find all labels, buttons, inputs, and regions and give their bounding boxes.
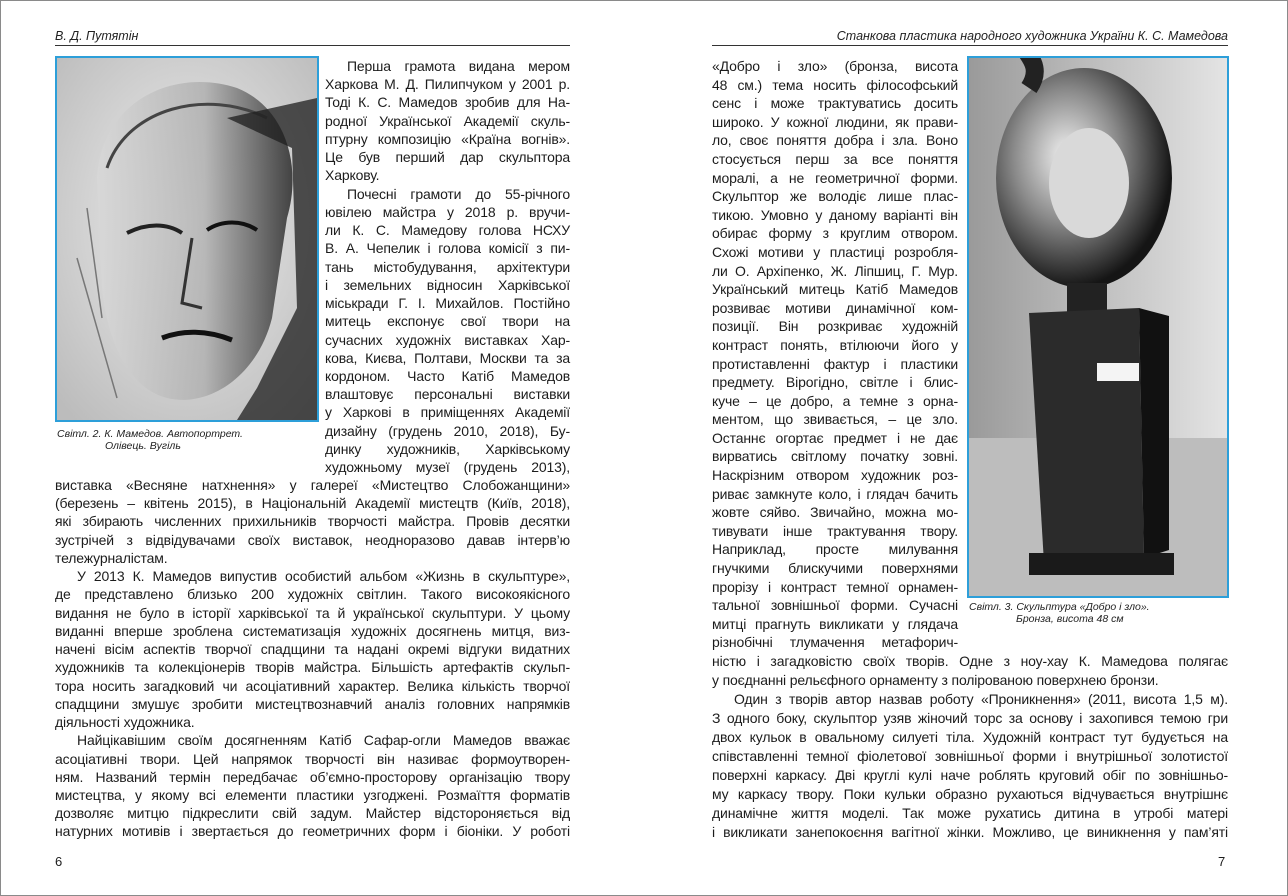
text-line: сучасних художніх виставках Хар- <box>325 331 570 348</box>
text-line: В. А. Чепелик і голова комісії з пи- <box>325 240 570 257</box>
text-line: художників та колекціонерів творів майстра. Більшість артефактів скульп- <box>55 659 570 676</box>
caption-line: Олівець. Вугіль <box>105 440 181 452</box>
text-line: міськради Г. І. Михайлов. Постійно <box>325 295 570 312</box>
self-portrait-sketch-image <box>57 58 317 420</box>
text-line: видання не було в історії харківської та й української скульптури. У цьому <box>55 604 570 621</box>
text-line: у поєднанні рельєфного орнаменту з полірованою поверхнею бронзи. <box>712 672 1159 688</box>
text-line: Найцікавішим своїм досягненням Катіб Сафар-огли Мамедов вважає <box>77 732 570 749</box>
text-line: куче – це добро, а темне з орна- <box>712 392 958 409</box>
text-line: митці прагнуть викликати у глядача <box>712 615 958 632</box>
text-line: Харкова М. Д. Пилипчуком у 2001 р. <box>325 76 570 93</box>
text-line: тележурналістам. <box>55 549 168 566</box>
text-line: тикою. Умовно у даному варіанті він <box>712 206 958 223</box>
caption-line: Бронза, висота 48 см <box>1016 613 1124 625</box>
text-line: мистецтва, у якому всі елементи пластики узгоджені. Розмаїття форматів <box>55 786 570 803</box>
text-line: які збирають численних прихильників творчості майстра. Провів десятки <box>55 513 570 530</box>
left-narrow-text-column <box>325 57 570 476</box>
text-line: Перша грамота видана мером <box>347 58 570 74</box>
text-line: му каркасу твору. Поки кульки образно рухаються відчувається внутрішнє <box>712 786 1228 802</box>
text-line: прорізу і контраст темної орнамен- <box>712 578 958 595</box>
text-line: де представлено близько 200 художніх світлин. Такого високоякісного <box>55 586 570 603</box>
text-line: широко. У кожної людини, як прави- <box>712 113 958 130</box>
header-rule-left <box>55 45 570 46</box>
text-line: ням. Названий термін передбачає об’ємно-просторову організацію твору <box>55 768 570 785</box>
text-line: співставленні темної фіолетової зовнішньої форми і внутрішньої золотистої <box>712 748 1228 764</box>
text-line: Останнє огортає предмет і не дає <box>712 429 958 446</box>
text-line: натурних мотивів і звертається до геометричних форм і біоніки. У роботі <box>55 823 570 840</box>
text-line: різнобічні тлумачення метафорич- <box>712 634 958 651</box>
text-line: спадщини змушує зробити мистецтвознавчий аналіз головних напрямків <box>55 695 570 712</box>
text-line: кова, Києва, Полтави, Москви та за <box>325 349 570 366</box>
text-line: моралі, а не геометричної форми. <box>712 169 958 186</box>
text-line: двох кульок в овальному силуеті тіла. Художній контраст тут будується на <box>712 729 1228 745</box>
text-line: зустрічей з відвідувачами своїх виставок, неодноразово давав інтерв’ю <box>55 531 570 548</box>
text-line: Наскрізним отвором художник роз- <box>712 467 958 484</box>
text-line: Схожі мотиви у пластиці розробля- <box>712 243 958 260</box>
text-line: обирає форму з круглим отвором. <box>712 225 958 242</box>
text-line: і викликати занепокоєння вагітної жінки. Можливо, це виникнення у пам’яті <box>712 824 1228 840</box>
caption-line: Світл. 3. Скульптура «Добро і зло». <box>969 601 1150 613</box>
text-line: Це був перший дар скульптора <box>325 149 570 166</box>
text-line: у Харкові в приміщеннях Академії <box>325 404 570 421</box>
left-full-text-column <box>55 476 570 841</box>
figure-caption-right <box>969 601 1150 625</box>
text-line: дозволяє митцю підкреслити свій задум. Майстер відстороняється від <box>55 805 570 822</box>
text-line: вирватись світлому початку зовні. <box>712 448 958 465</box>
text-line: кордоном. Часто Катіб Мамедов <box>325 367 570 384</box>
running-head-left: В. Д. Путятін <box>55 29 139 43</box>
text-line: контраст понять, втілюючи його у <box>712 336 958 353</box>
text-line: тора носить загадковий чи асоціативний характер. Велика кількість творчої <box>55 677 570 694</box>
text-line: родної Української Академії скуль- <box>325 112 570 129</box>
text-line: поверхні каркасу. Дві круглі кулі наче роблять круговий обіг по зовнішньо- <box>712 767 1228 783</box>
text-line: Харкову. <box>325 167 380 184</box>
text-line: «Добро і зло» (бронза, висота <box>712 58 958 74</box>
figure-self-portrait <box>55 56 319 422</box>
figure-caption-left <box>57 428 243 452</box>
text-line: ментом, що звивається, – це зло. <box>712 411 958 428</box>
text-line: влаштовує персональні виставки <box>325 386 570 403</box>
text-line: З одного боку, скульптор узяв жіночий торс за основу і захопився темою гри <box>712 710 1228 726</box>
text-line: У 2013 К. Мамедов випустив особистий альбом «Жизнь в скульптуре», <box>77 568 570 585</box>
text-line: ли О. Архіпенко, Ж. Ліпшиц, Г. Мур. <box>712 262 958 279</box>
text-line: тивувати інше трактування твору. <box>712 522 958 539</box>
header-rule-right <box>712 45 1228 46</box>
text-line: Почесні грамоти до 55-річного <box>347 185 570 202</box>
text-line: птурну композицію «Країна вогнів». <box>325 130 570 147</box>
right-narrow-text-column <box>712 57 958 652</box>
text-line: риває замкнуте коло, і глядач бачить <box>712 485 958 502</box>
sculpture-photo-image <box>969 58 1227 596</box>
text-line: динамічне життя моделі. Так може рухатись дитина в утробі матері <box>712 805 1228 821</box>
text-line: дизайну (грудень 2010, 2018), Бу- <box>325 422 570 439</box>
text-line: ністю і загадковістю своїх творів. Одне з ноу-хау К. Мамедова полягає <box>712 653 1228 669</box>
running-head-right: Станкова пластика народного художника України К. С. Мамедова <box>836 29 1228 43</box>
text-line: тальної зовнішньої форми. Сучасні <box>712 597 958 614</box>
text-line: Український митець Катіб Мамедов <box>712 281 958 298</box>
text-line: асоціативні твори. Цей напрямок творчості він називає формоутворен- <box>55 750 570 767</box>
text-line: динку художників, Харківському <box>325 440 570 457</box>
text-line: Тоді К. С. Мамедов зробив для На- <box>325 94 570 111</box>
text-line: жовте сяйво. Звичайно, можна мо- <box>712 504 958 521</box>
figure-sculpture-good-and-evil <box>967 56 1229 598</box>
page-number-right: 7 <box>1218 854 1226 869</box>
text-line: ло, своє поняття добра і зла. Воно <box>712 132 958 149</box>
text-line: тань містобудування, архітектури <box>325 258 570 275</box>
text-line: Скульптор же володіє лише плас- <box>712 188 958 205</box>
text-line: Один з творів автор назвав роботу «Проникнення» (2011, висота 1,5 м). <box>734 691 1228 707</box>
text-line: Наприклад, просте милування <box>712 541 958 558</box>
text-line: ли К. С. Мамедову голова НСХУ <box>325 222 570 239</box>
text-line: виданні вперше зроблена систематизація художніх досягнень митця, виз- <box>55 622 570 639</box>
text-line: (березень – квітень 2015), в Національній Академії мистецтв (Київ, 2018), <box>55 495 570 512</box>
text-line: 48 см.) тема носить філософський <box>712 76 958 93</box>
text-line: митець експонує свої твори на <box>325 313 570 330</box>
text-line: художньому музеї (грудень 2013), <box>325 459 570 476</box>
text-line: гнучкими блискучими поверхнями <box>712 560 958 577</box>
right-full-text-column <box>712 652 1228 842</box>
text-line: діяльності художника. <box>55 714 195 731</box>
text-line: протиставленні фактур і пластики <box>712 355 958 372</box>
text-line: сенс і може трактуватись досить <box>712 95 958 112</box>
text-line: і земельних відносин Харківської <box>325 276 570 293</box>
caption-line: Світл. 2. К. Мамедов. Автопортрет. <box>57 428 243 440</box>
page-number-left: 6 <box>55 854 63 869</box>
text-line: виставка «Весняне натхнення» у галереї «Мистецтво Слобожанщини» <box>55 477 570 493</box>
text-line: предмету. Вірогідно, світле і блис- <box>712 374 958 391</box>
text-line: позиції. Він розкриває художній <box>712 318 958 335</box>
text-line: ювілею майстра у 2018 р. вручи- <box>325 203 570 220</box>
text-line: стосується перш за все поняття <box>712 150 958 167</box>
text-line: начені вісім аспектів творчої спадщини та надані окремі відгуки видатних <box>55 641 570 658</box>
text-line: розвиває мотиви динамічної ком- <box>712 299 958 316</box>
